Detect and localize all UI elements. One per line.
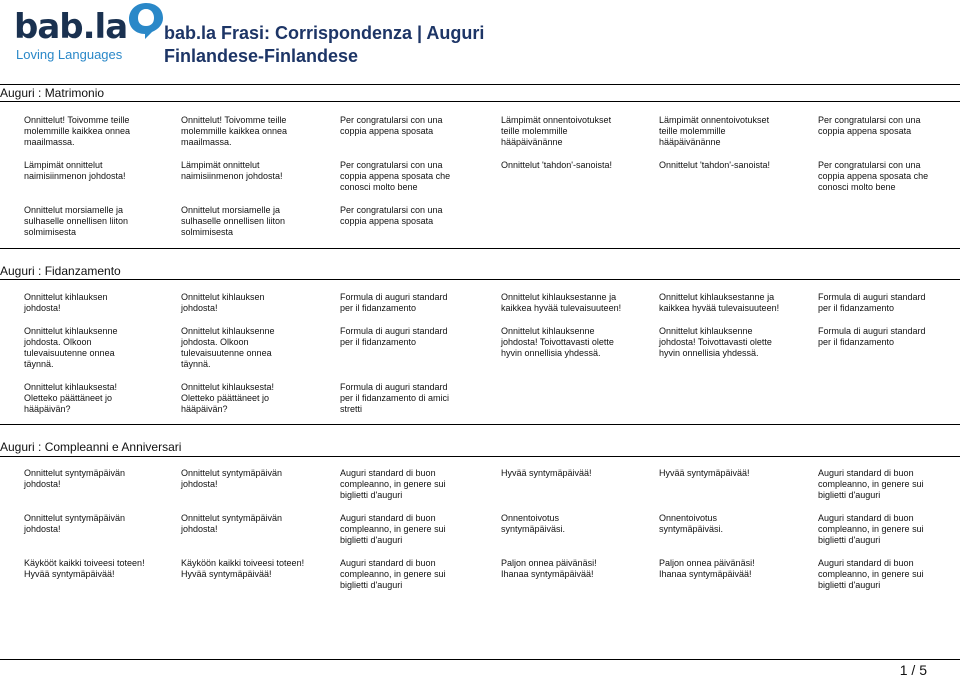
usage-cell: Formula di auguri standard per il fidanzamento [340, 292, 448, 313]
usage-cell: Per congratularsi con una coppia appena sposata [340, 205, 443, 226]
babla-logo[interactable] [14, 2, 154, 68]
section-rule-top [0, 248, 960, 249]
phrase-cell: Käyköön kaikki toiveesi toteen! Hyvää syntymäpäivää! [181, 558, 305, 579]
usage-cell: Per congratularsi con una coppia appena sposata che conosci molto bene [818, 160, 929, 192]
phrase-cell: Onnittelut kihlauksenne johdosta! Toivottavasti olette hyvin onnellisia yhdessä. [659, 326, 772, 358]
phrase-cell: Hyvää syntymäpäivää! [501, 468, 592, 478]
usage-cell: Per congratularsi con una coppia appena sposata [340, 115, 443, 136]
phrase-cell: Onnittelut 'tahdon'-sanoista! [501, 160, 613, 170]
phrase-cell: Onnittelut morsiamelle ja sulhaselle onnellisen liiton solmimisesta [24, 205, 129, 237]
phrase-cell: Onnittelut kihlauksestanne ja kaikkea hyvää tulevaisuuteen! [659, 292, 780, 313]
logo-tagline: Loving Languages [16, 47, 123, 62]
phrase-cell: Onnittelut syntymäpäivän johdosta! [181, 468, 283, 489]
section-rule-bottom [0, 279, 960, 280]
phrase-cell: Onnittelut kihlauksen johdosta! [24, 292, 108, 313]
usage-cell: Auguri standard di buon compleanno, in genere sui biglietti d'auguri [340, 513, 446, 545]
speech-bubble-icon [128, 2, 164, 40]
usage-cell: Formula di auguri standard per il fidanzamento [818, 326, 926, 347]
usage-cell: Per congratularsi con una coppia appena sposata [818, 115, 921, 136]
phrase-cell: Onnittelut kihlauksenne johdosta. Olkoon tulevaisuutenne onnea täynnä. [181, 326, 275, 369]
phrase-cell: Paljon onnea päivänäsi! Ihanaa syntymäpäivää! [501, 558, 597, 579]
section-rule-bottom [0, 101, 960, 102]
footer-rule [0, 659, 960, 660]
page-title-line2: Finlandese-Finlandese [164, 46, 359, 66]
phrase-cell: Paljon onnea päivänäsi! Ihanaa syntymäpäivää! [659, 558, 755, 579]
usage-cell: Auguri standard di buon compleanno, in genere sui biglietti d'auguri [818, 513, 924, 545]
page-indicator: 1 / 5 [899, 662, 927, 678]
phrase-cell: Onnittelut syntymäpäivän johdosta! [24, 468, 126, 489]
page-title-line1: bab.la Frasi: Corrispondenza | Auguri [164, 23, 485, 43]
usage-cell: Formula di auguri standard per il fidanzamento [340, 326, 448, 347]
phrase-cell: Onnittelut kihlauksenne johdosta! Toivottavasti olette hyvin onnellisia yhdessä. [501, 326, 614, 358]
phrase-cell: Käykööt kaikki toiveesi toteen! Hyvää syntymäpäivää! [24, 558, 145, 579]
phrase-cell: Hyvää syntymäpäivää! [659, 468, 750, 478]
phrase-cell: Onnittelut syntymäpäivän johdosta! [24, 513, 126, 534]
phrase-cell: Onnentoivotus syntymäpäiväsi. [501, 513, 566, 534]
section-rule-top [0, 84, 960, 85]
usage-cell: Formula di auguri standard per il fidanzamento di amici stretti [340, 382, 450, 414]
usage-cell: Auguri standard di buon compleanno, in genere sui biglietti d'auguri [818, 468, 924, 500]
phrase-cell: Lämpimät onnentoivotukset teille molemmille hääpäivänänne [659, 115, 770, 147]
section-rule-top [0, 424, 960, 425]
logo-wordmark: bab.la [14, 7, 128, 47]
phrase-cell: Onnittelut kihlauksesta! Oletteko päättäneet jo hääpäivän? [24, 382, 118, 414]
phrase-cell: Onnittelut 'tahdon'-sanoista! [659, 160, 771, 170]
phrase-cell: Onnentoivotus syntymäpäiväsi. [659, 513, 724, 534]
phrase-cell: Onnittelut morsiamelle ja sulhaselle onnellisen liiton solmimisesta [181, 205, 286, 237]
usage-cell: Formula di auguri standard per il fidanzamento [818, 292, 926, 313]
section-title-fidanzamento: Auguri : Fidanzamento [0, 264, 121, 278]
phrase-cell: Onnittelut syntymäpäivän johdosta! [181, 513, 283, 534]
usage-cell: Auguri standard di buon compleanno, in genere sui biglietti d'auguri [340, 558, 446, 590]
phrase-cell: Lämpimät onnittelut naimisiinmenon johdosta! [24, 160, 126, 181]
usage-cell: Auguri standard di buon compleanno, in genere sui biglietti d'auguri [340, 468, 446, 500]
phrase-cell: Onnittelut kihlauksenne johdosta. Olkoon tulevaisuutenne onnea täynnä. [24, 326, 118, 369]
phrase-cell: Onnittelut kihlauksestanne ja kaikkea hyvää tulevaisuuteen! [501, 292, 622, 313]
phrase-cell: Onnittelut! Toivomme teille molemmille kaikkea onnea maailmassa. [181, 115, 288, 147]
section-title-compleanni: Auguri : Compleanni e Anniversari [0, 440, 182, 454]
section-title-matrimonio: Auguri : Matrimonio [0, 86, 105, 100]
phrase-cell: Onnittelut! Toivomme teille molemmille kaikkea onnea maailmassa. [24, 115, 131, 147]
phrase-cell: Onnittelut kihlauksen johdosta! [181, 292, 265, 313]
usage-cell: Auguri standard di buon compleanno, in genere sui biglietti d'auguri [818, 558, 924, 590]
usage-cell: Per congratularsi con una coppia appena sposata che conosci molto bene [340, 160, 451, 192]
phrase-cell: Onnittelut kihlauksesta! Oletteko päättäneet jo hääpäivän? [181, 382, 275, 414]
section-rule-bottom [0, 456, 960, 457]
phrase-cell: Lämpimät onnittelut naimisiinmenon johdosta! [181, 160, 283, 181]
phrase-cell: Lämpimät onnentoivotukset teille molemmille hääpäivänänne [501, 115, 612, 147]
page-title [164, 22, 484, 68]
